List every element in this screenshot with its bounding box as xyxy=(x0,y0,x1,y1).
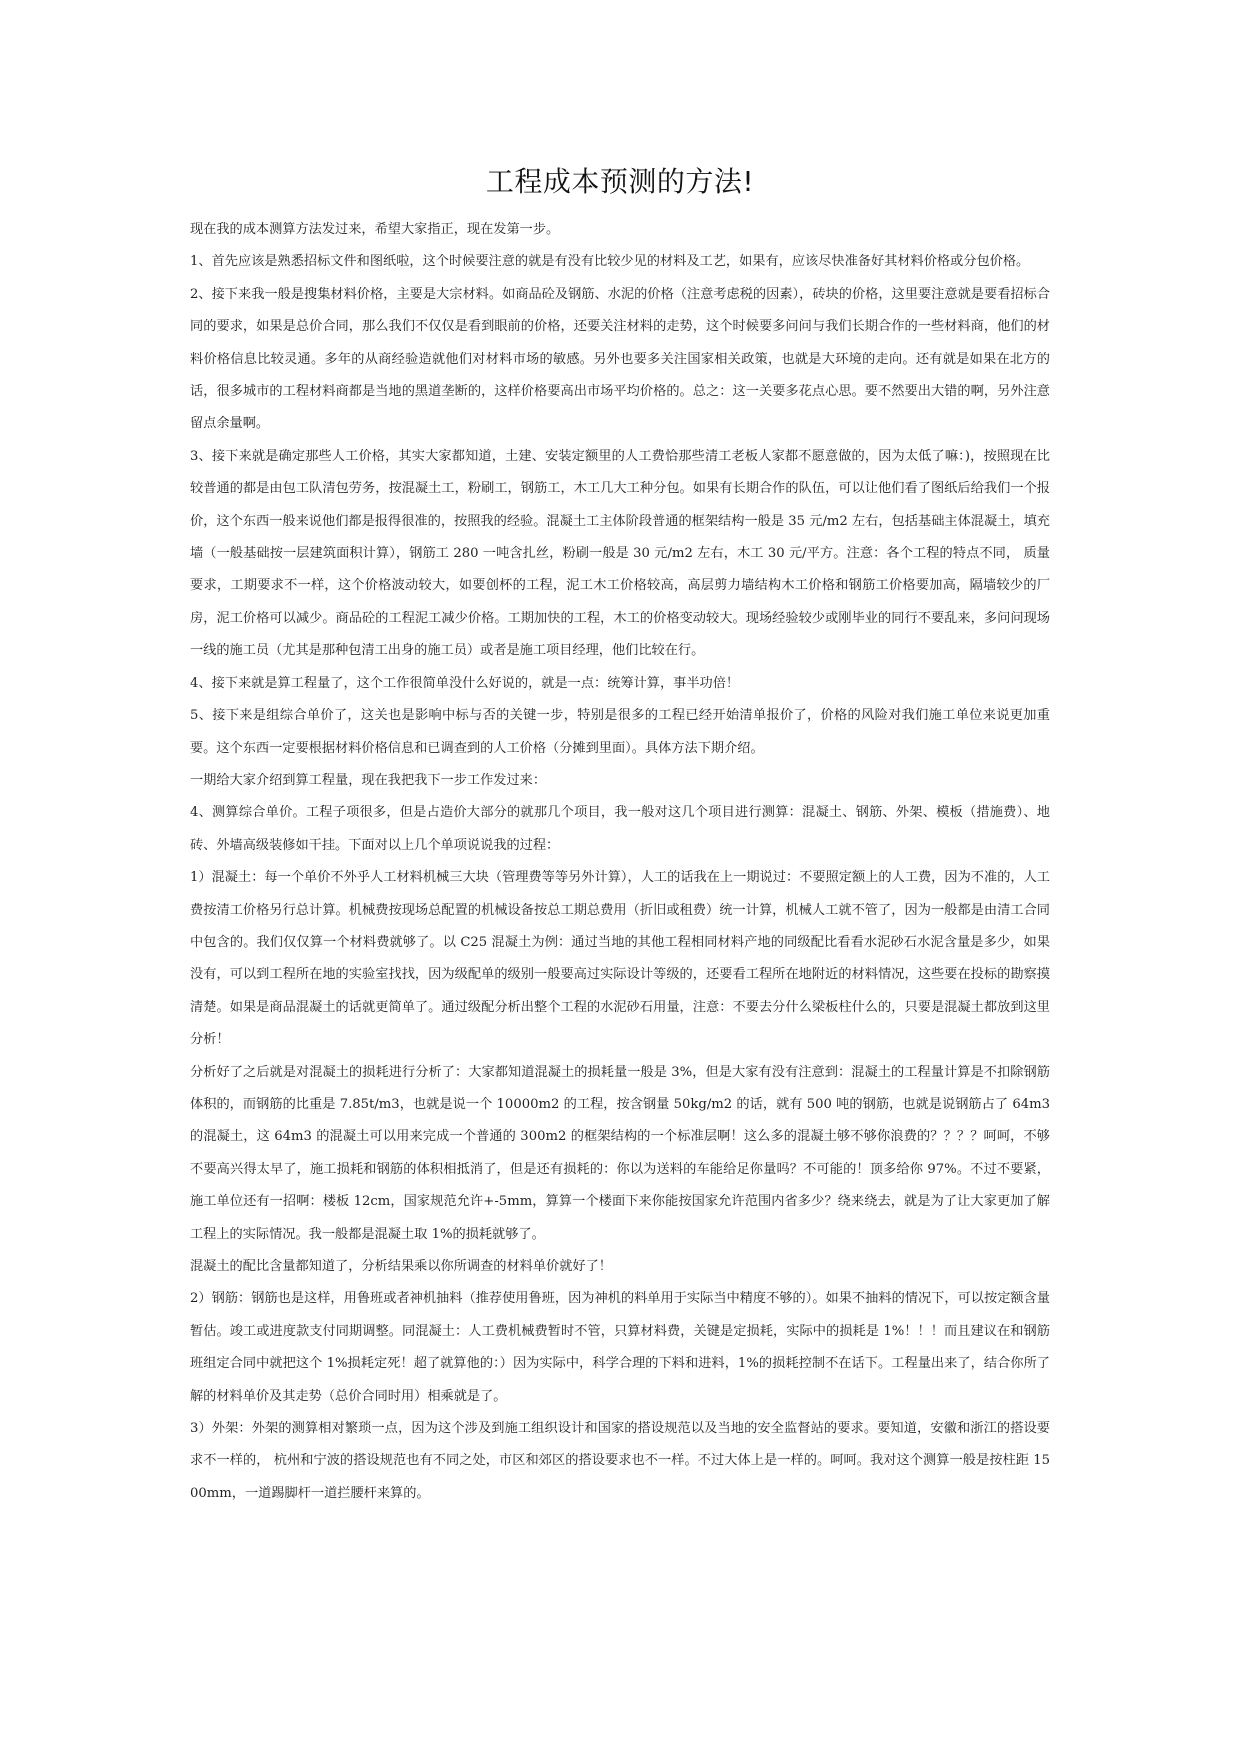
document-page xyxy=(190,160,1050,1510)
paragraph-concrete-loss: 分析好了之后就是对混凝土的损耗进行分析了：大家都知道混凝土的损耗量一般是 3%，但是大家有没有注意到：混凝土的工程量计算是不扣除钢筋体积的，而钢筋的比重是 7.85t/m3，也就是说一个 10000m2 的工程，按含钢量 50kg/m2 的话，就有 500 吨的钢筋，也就是说钢筋占了 64m3 的混凝土，这 64m3 的混凝土可以用来完成一个普通的 300m2 的框架结构的一个标准层啊！这么多的混凝土够不够你浪费的？？？？呵呵，不够不要高兴得太早了，施工损耗和钢筋的体积相抵消了，但是还有损耗的：你以为送料的车能给足你量吗？不可能的！顶多给你 97%。不过不要紧，施工单位还有一招啊：楼板 12cm，国家规范允许+-5mm，算算一个楼面下来你能按国家允许范围内省多少？绕来绕去，就是为了让大家更加了解工程上的实际情况。我一般都是混凝土取 1%的损耗就够了。 xyxy=(190,1064,1050,1242)
paragraph-step-5: 5、接下来是组综合单价了，这关也是影响中标与否的关键一步，特别是很多的工程已经开始清单报价了，价格的风险对我们施工单位来说更加重要。这个东西一定要根据材料价格信息和已调查到的人工价格（分摊到里面）。具体方法下期介绍。 xyxy=(190,708,1050,756)
document-body xyxy=(190,214,1050,1510)
paragraph-step-2: 2、接下来我一般是搜集材料价格，主要是大宗材料。如商品砼及钢筋、水泥的价格（注意考虑税的因素），砖块的价格，这里要注意就是要看招标合同的要求，如果是总价合同，那么我们不仅仅是看到眼前的价格，还要关注材料的走势，这个时候要多问问与我们长期合作的一些材料商，他们的材料价格信息比较灵通。多年的从商经验造就他们对材料市场的敏感。另外也要多关注国家相关政策，也就是大环境的走向。还有就是如果在北方的话，很多城市的工程材料商都是当地的黑道垄断的，这样价格要高出市场平均价格的。总之：这一关要多花点心思。要不然要出大错的啊，另外注意留点余量啊。 xyxy=(190,286,1050,432)
paragraph-transition: 一期给大家介绍到算工程量，现在我把我下一步工作发过来： xyxy=(190,772,547,788)
paragraph-concrete-summary: 混凝土的配比含量都知道了，分析结果乘以你所调查的材料单价就好了！ xyxy=(190,1259,612,1274)
document-title: 工程成本预测的方法! xyxy=(485,165,755,198)
paragraph-step-4: 4、接下来就是算工程量了，这个工作很简单没什么好说的，就是一点：统筹计算，事半功倍！ xyxy=(190,675,740,691)
paragraph-intro: 现在我的成本测算方法发过来，希望大家指正，现在发第一步。 xyxy=(190,222,560,237)
paragraph-step-1: 1、首先应该是熟悉招标文件和图纸啦，这个时候要注意的就是有没有比较少见的材料及工艺，如果有，应该尽快准备好其材料价格或分包价格。 xyxy=(190,254,1030,270)
paragraph-step-3: 3、接下来就是确定那些人工价格，其实大家都知道，土建、安装定额里的人工费恰那些清工老板人家都不愿意做的，因为太低了嘛：)，按照现在比较普通的都是由包工队清包劳务，按混凝土工，粉刷工，钢筋工，木工几大工种分包。如果有长期合作的队伍，可以让他们看了图纸后给我们一个报价，这个东西一般来说他们都是报得很准的，按照我的经验。混凝土工主体阶段普通的框架结构一般是 35 元/m2 左右，包括基础主体混凝土，填充墙（一般基础按一层建筑面积计算），钢筋工 280 一吨含扎丝，粉刷一般是 30 元/m2 左右，木工 30 元/平方。注意：各个工程的特点不同， 质量要求，工期要求不一样，这个价格波动较大，如要创杯的工程，泥工木工价格较高，高层剪力墙结构木工价格和钢筋工价格要加高，隔墙较少的厂房，泥工价格可以减少。商品砼的工程泥工减少价格。工期加快的工程，木工的价格变动较大。现场经验较少或刚毕业的同行不要乱来，多问问现场一线的施工员（尤其是那种包清工出身的施工员）或者是施工项目经理，他们比较在行。 xyxy=(190,448,1050,659)
paragraph-unit-price: 4、测算综合单价。工程子项很多，但是占造价大部分的就那几个项目，我一般对这几个项目进行测算：混凝土、钢筋、外架、模板（措施费）、地砖、外墙高级装修如干挂。下面对以上几个单项说说我的过程： xyxy=(190,805,1050,853)
paragraph-concrete: 1）混凝土：每一个单价不外乎人工材料机械三大块（管理费等等另外计算），人工的话我在上一期说过：不要照定额上的人工费，因为不准的，人工费按清工价格另行总计算。机械费按现场总配置的机械设备按总工期总费用（折旧或租费）统一计算，机械人工就不管了，因为一般都是由清工合同中包含的。我们仅仅算一个材料费就够了。以 C25 混凝土为例：通过当地的其他工程相同材料产地的同级配比看看水泥砂石水泥含量是多少，如果没有，可以到工程所在地的实验室找找，因为级配单的级别一般要高过实际设计等级的，还要看工程所在地附近的材料情况，这些要在投标的勘察摸清楚。如果是商品混凝土的话就更简单了。通过级配分析出整个工程的水泥砂石用量，注意：不要去分什么梁板柱什么的，只要是混凝土都放到这里分析！ xyxy=(190,870,1050,1048)
paragraph-scaffold: 3）外架：外架的测算相对繁琐一点，因为这个涉及到施工组织设计和国家的搭设规范以及当地的安全监督站的要求。要知道，安徽和浙江的搭设要求不一样的， 杭州和宁波的搭设规范也有不同之处，市区和郊区的搭设要求也不一样。不过大体上是一样的。呵呵。我对这个测算一般是按柱距 1500mm，一道踢脚杆一道拦腰杆来算的。 xyxy=(190,1421,1050,1501)
paragraph-rebar: 2）钢筋：钢筋也是这样，用鲁班或者神机抽料（推荐使用鲁班，因为神机的料单用于实际当中精度不够的）。如果不抽料的情况下，可以按定额含量暂估。竣工或进度款支付同期调整。同混凝土：人工费机械费暂时不管，只算材料费，关键是定损耗，实际中的损耗是 1%！！！而且建议在和钢筋班组定合同中就把这个 1%损耗定死！超了就算他的：）因为实际中，科学合理的下料和进料，1%的损耗控制不在话下。工程量出来了，结合你所了解的材料单价及其走势（总价合同时用）相乘就是了。 xyxy=(190,1291,1050,1404)
